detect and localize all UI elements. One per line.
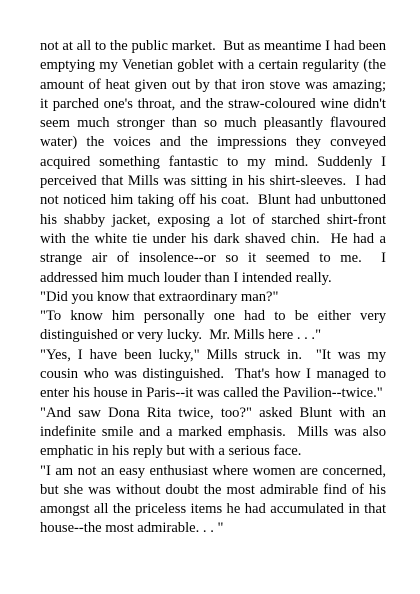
paragraph-blunt-question: "And saw Dona Rita twice, too?" asked Blunt with an indefinite smile and a marked emphasis. Mills was also emphatic in his reply but with a serious face. bbox=[40, 404, 390, 460]
paragraph-reply-blunt: "To know him personally one had to be either very distinguished or very lucky. Mr. Mills here . . ." bbox=[40, 308, 390, 344]
paragraph-question: "Did you know that extraordinary man?" bbox=[40, 288, 279, 305]
paragraph-mills-answer: "I am not an easy enthusiast where women are concerned, but she was without doubt the most admirable find of his amongst all the priceless items he had accumulated in that house--the most admirable. . . " bbox=[40, 462, 390, 537]
paragraph-reply-mills: "Yes, I have been lucky," Mills struck in. "It was my cousin who was distinguished. That's how I managed to enter his house in Paris--it was called the Pavilion--twice." bbox=[40, 346, 390, 402]
paragraph-narration: not at all to the public market. But as meantime I had been emptying my Venetian goblet with a certain regularity (the amount of heat given out by that iron stove was amazing; it parched one's throat, and the straw-coloured wine didn't seem much stronger than so much pleasantly flavoured water) the voices and the impressions they conveyed acquired something fantastic to my mind. Suddenly I perceived that Mills was sitting in his shirt-sleeves. I had not noticed him taking off his coat. Blunt had unbuttoned his shabby jacket, exposing a lot of starched shirt-front with the white tie under his dark shaved chin. He had a strange air of insolence--or so it seemed to me. I addressed him much louder than I intended really. bbox=[40, 38, 390, 286]
book-page bbox=[40, 37, 390, 539]
